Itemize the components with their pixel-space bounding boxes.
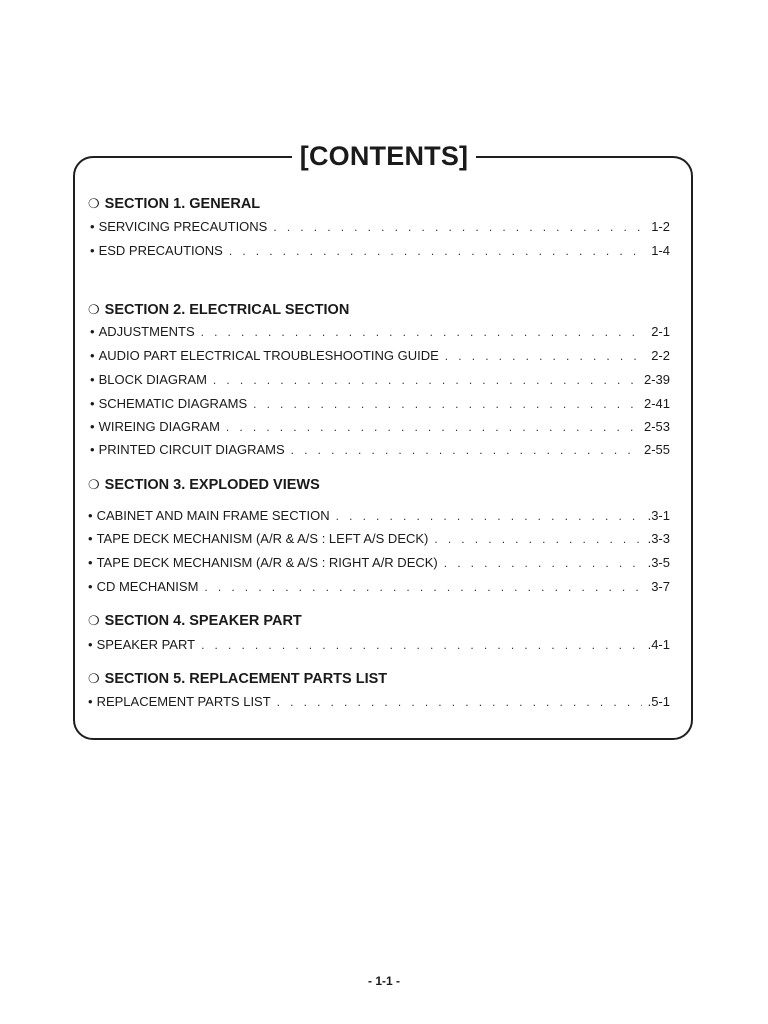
toc-entry[interactable] [90,218,670,236]
bullet-icon: • [88,508,93,523]
toc-entry[interactable] [88,507,670,525]
toc-entry-label: ESD PRECAUTIONS [98,243,223,258]
toc-entry[interactable] [88,530,670,548]
toc-entry-page: 2-53 [643,419,670,434]
dot-leader [434,530,641,548]
toc-entry[interactable] [90,371,670,389]
section-heading: ❍ SECTION 5. REPLACEMENT PARTS LIST [88,671,388,687]
circle-bullet-icon: ❍ [88,671,100,686]
toc-entry-label: SCHEMATIC DIAGRAMS [98,396,248,411]
toc-entry[interactable] [90,347,670,365]
toc-entry-page: 2-55 [643,442,670,457]
dot-leader [201,323,642,341]
toc-entry[interactable] [88,554,670,572]
toc-entry-page: 2-41 [643,396,670,411]
toc-entry-page: .3-3 [647,531,670,546]
bullet-icon: • [90,442,95,457]
toc-entry-label: BLOCK DIAGRAM [98,372,207,387]
dot-leader [291,441,638,459]
toc-entry[interactable] [90,441,670,459]
dot-leader [229,242,642,260]
toc-entry-page: 2-2 [651,348,670,363]
dot-leader [444,554,642,572]
toc-entry-label: SERVICING PRECAUTIONS [98,219,268,234]
toc-entry-page: 1-4 [651,243,670,258]
toc-entry-page: 3-7 [651,579,670,594]
dot-leader [273,218,642,236]
dot-leader [213,371,638,389]
dot-leader [277,693,642,711]
toc-entry-page: .3-1 [647,508,670,523]
bullet-icon: • [90,372,95,387]
toc-entry[interactable] [88,636,670,654]
toc-entry-label: REPLACEMENT PARTS LIST [96,694,271,709]
toc-entry-label: TAPE DECK MECHANISM (A/R & A/S : RIGHT A/R DECK) [96,555,438,570]
bullet-icon: • [90,243,95,258]
circle-bullet-icon: ❍ [88,302,100,317]
toc-entry[interactable] [90,395,670,413]
bullet-icon: • [88,531,93,546]
circle-bullet-icon: ❍ [88,477,100,492]
toc-entry[interactable] [88,578,670,596]
circle-bullet-icon: ❍ [88,196,100,211]
dot-leader [336,507,642,525]
toc-entry[interactable] [90,242,670,260]
bullet-icon: • [90,219,95,234]
section-heading: ❍ SECTION 3. EXPLODED VIEWS [88,477,320,493]
bullet-icon: • [90,396,95,411]
toc-entry-page: 2-39 [643,372,670,387]
toc-entry[interactable] [88,693,670,711]
dot-leader [226,418,638,436]
toc-entry-label: CD MECHANISM [96,579,199,594]
toc-entry-label: AUDIO PART ELECTRICAL TROUBLESHOOTING GUIDE [98,348,439,363]
section-heading: ❍ SECTION 1. GENERAL [88,196,261,212]
toc-entry-page: 1-2 [651,219,670,234]
dot-leader [445,347,642,365]
toc-entry-page: .3-5 [647,555,670,570]
bullet-icon: • [90,419,95,434]
toc-entry-label: WIREING DIAGRAM [98,419,220,434]
toc-entry-label: CABINET AND MAIN FRAME SECTION [96,508,330,523]
bullet-icon: • [88,637,93,652]
dot-leader [253,395,638,413]
bullet-icon: • [90,348,95,363]
toc-entry[interactable] [90,323,670,341]
bullet-icon: • [88,555,93,570]
bullet-icon: • [88,694,93,709]
toc-entry-label: ADJUSTMENTS [98,324,195,339]
circle-bullet-icon: ❍ [88,613,100,628]
toc-entry[interactable] [90,418,670,436]
toc-entry-label: TAPE DECK MECHANISM (A/R & A/S : LEFT A/S DECK) [96,531,429,546]
page-number: - 1-1 - [367,974,400,988]
toc-entry-page: .5-1 [647,694,670,709]
page-title: [CONTENTS] [292,138,476,174]
toc-entry-label: PRINTED CIRCUIT DIAGRAMS [98,442,285,457]
toc-entry-label: SPEAKER PART [96,637,196,652]
dot-leader [201,636,642,654]
bullet-icon: • [88,579,93,594]
section-heading: ❍ SECTION 4. SPEAKER PART [88,613,302,629]
bullet-icon: • [90,324,95,339]
dot-leader [204,578,642,596]
section-heading: ❍ SECTION 2. ELECTRICAL SECTION [88,302,350,318]
toc-entry-page: 2-1 [651,324,670,339]
toc-entry-page: .4-1 [647,637,670,652]
